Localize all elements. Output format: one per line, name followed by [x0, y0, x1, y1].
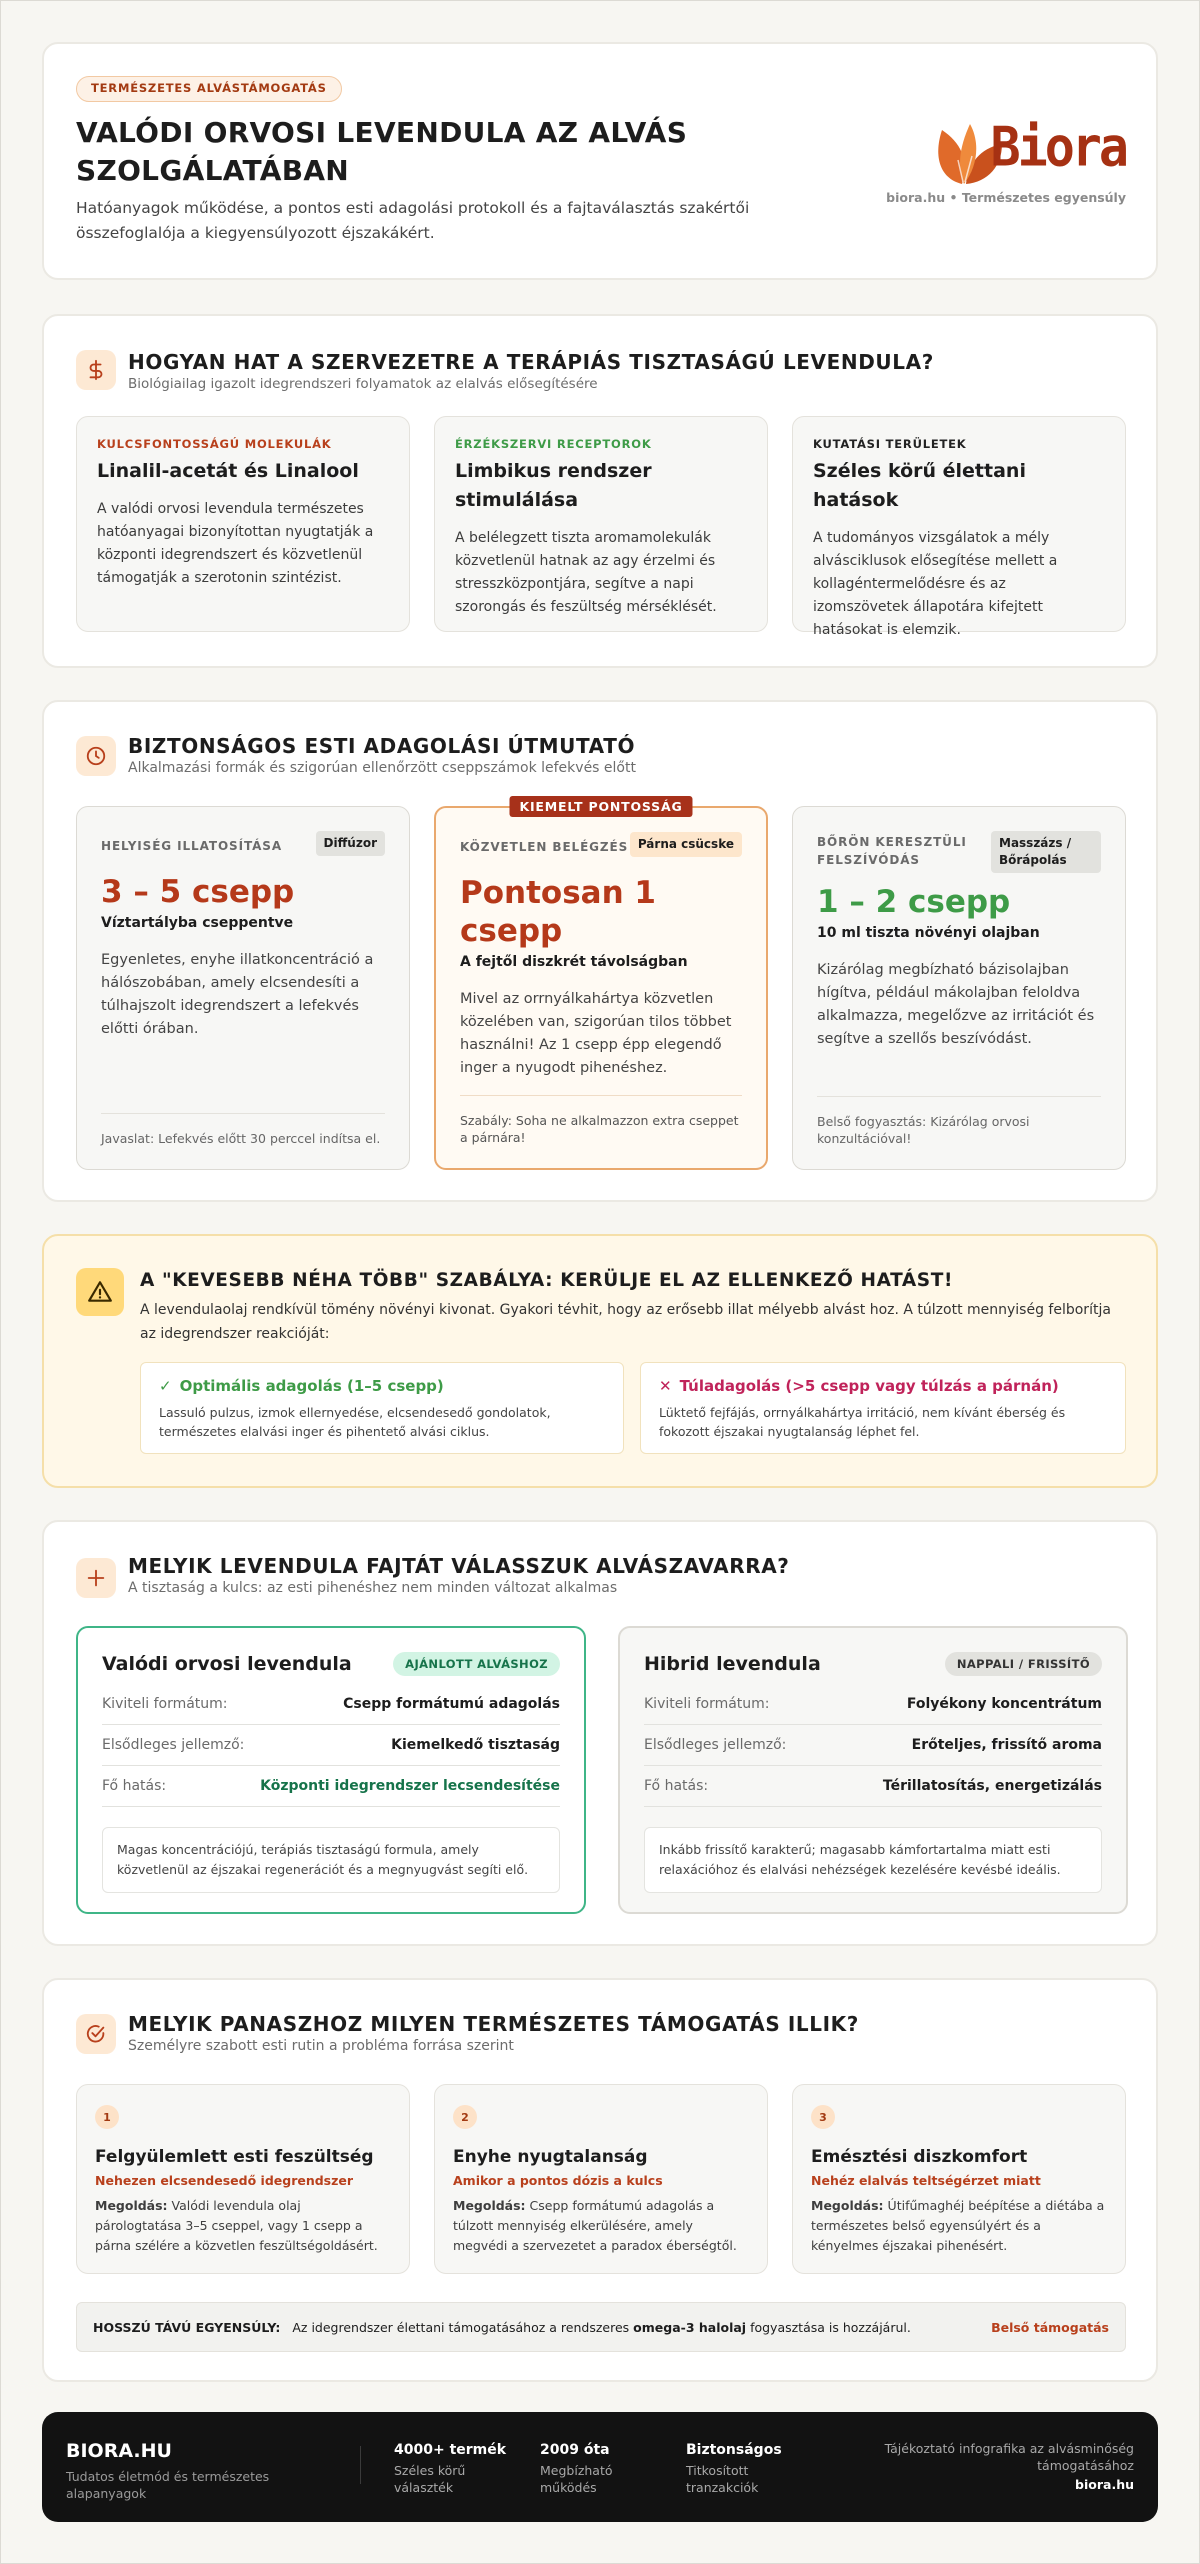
complaint-title: Enyhe nyugtalanság [453, 2147, 648, 2167]
footer-stat-products [394, 2442, 506, 2496]
footer-brand-subtitle: Tudatos életmód és természetes alapanyagok [66, 2469, 270, 2501]
dose-card-skin [792, 806, 1126, 1170]
info-card-molecules [76, 416, 410, 632]
logo-wordmark: Biora [990, 115, 1126, 179]
footer-note-text: Tájékoztató infografika az alvásminőség támogatásához [884, 2441, 1134, 2473]
overdose-title: Túladagolás (>5 csepp vagy túlzás a párnán) [679, 1377, 1059, 1395]
daytime-badge: NAPPALI / FRISSÍTŐ [945, 1652, 1102, 1676]
info-title: Széles körű élettani hatások [813, 460, 1026, 511]
warning-text: A levendulaolaj rendkívül tömény növényi kivonat. Gyakori tévhit, hogy az erősebb illat mélyebb alvást hoz. A túlzott mennyiség felborítja az idegrendszer reakcióját: [140, 1302, 1111, 1342]
dollar-icon [76, 350, 116, 390]
info-card-research [792, 416, 1126, 638]
footer-stat-since [540, 2442, 630, 2496]
section-subtitle: Biológiailag igazolt idegrendszeri folyamatok az elalvás elősegítésére [128, 376, 598, 392]
section-title: BIZTONSÁGOS ESTI ADAGOLÁSI ÚTMUTATÓ [128, 734, 636, 758]
internal-support-link[interactable]: Belső támogatás [991, 2319, 1109, 2335]
info-tag: ÉRZÉKSZERVI RECEPTOROK [455, 437, 652, 451]
info-title: Limbikus rendszer stimulálása [455, 460, 652, 511]
footer-site-link[interactable]: biora.hu [1075, 2477, 1134, 2492]
complaint-subtitle: Nehezen elcsendesedő idegrendszer [95, 2173, 354, 2188]
section-subtitle: Alkalmazási formák és szigorúan ellenőrzött cseppszámok lefekvés előtt [128, 760, 636, 776]
dose-chip: Masszázs / Bőrápolás [991, 831, 1101, 873]
footer-divider [360, 2446, 361, 2484]
row-value: Csepp formátumú adagolás [343, 1696, 560, 1712]
overdose-box [640, 1362, 1126, 1454]
stat-label: Megbízható működés [540, 2463, 613, 2495]
dose-unit: A fejtől diszkrét távolságban [460, 954, 688, 970]
dose-card-diffuser [76, 806, 410, 1170]
recommended-badge: AJÁNLOTT ALVÁSHOZ [393, 1652, 560, 1676]
footer-brand[interactable]: BIORA.HU [66, 2440, 172, 2462]
balance-label: HOSSZÚ TÁVÚ EGYENSÚLY: [93, 2319, 281, 2335]
variety-row [644, 1766, 1102, 1807]
solution-text: Valódi levendula olaj párologtatása 3–5 cseppel, vagy 1 csepp a párna szélére a közvetlen feszültségoldásért. [95, 2198, 378, 2253]
variety-title: Valódi orvosi levendula [102, 1653, 352, 1675]
optimal-dose-box [140, 1362, 624, 1454]
solution-text: Útifűmaghéj beépítése a diétába a természetes belső egyensúlyért és a kényelmes éjszakai pihenésért. [811, 2198, 1105, 2253]
dose-chip: Diffúzor [316, 831, 385, 856]
variety-card-true-lavender [76, 1626, 586, 1914]
warning-icon [76, 1268, 124, 1316]
highlight-flag: KIEMELT PONTOSSÁG [509, 796, 692, 817]
dose-chip: Párna csücske [630, 832, 742, 857]
variety-card-hybrid-lavender [618, 1626, 1128, 1914]
stat-value: 4000+ termék [394, 2442, 507, 2458]
dose-text: Kizárólag megbízható bázisolajban hígítva, például mákolajban feloldva alkalmazza, megelőzve az irritációt és segítve a szellős beszívódást. [817, 962, 1095, 1047]
variety-note: Inkább frissítő karakterű; magasabb kámfortartalma miatt esti relaxációhoz és elalvási nehézségek kezelésére kevésbé ideális. [644, 1827, 1102, 1893]
complaints-section [42, 1978, 1158, 2382]
step-number: 1 [95, 2105, 119, 2129]
footer-stat-secure [686, 2442, 786, 2496]
dose-footnote: Javaslat: Lefekvés előtt 30 perccel indítsa el. [101, 1113, 385, 1147]
row-value: Központi idegrendszer lecsendesítése [260, 1778, 560, 1794]
page-subtitle: Hatóanyagok működése, a pontos esti adagolási protokoll és a fajtaválasztás szakértői összefoglalója a kiegyensúlyozott éjszakákért. [76, 199, 750, 242]
page-title: VALÓDI ORVOSI LEVENDULA AZ ALVÁS SZOLGÁLATÁBAN [76, 116, 688, 187]
dose-amount: 3 – 5 csepp [101, 874, 295, 910]
section-title: HOGYAN HAT A SZERVEZETRE A TERÁPIÁS TISZTASÁGÚ LEVENDULA? [128, 350, 934, 374]
close-icon: ✕ [659, 1377, 672, 1395]
balance-text: Az idegrendszer élettani támogatásához a rendszeres omega-3 halolaj fogyasztása is hozzájárul. [292, 2319, 911, 2335]
row-key: Elsődleges jellemző: [644, 1737, 787, 1753]
complaint-subtitle: Nehéz elalvás teltségérzet miatt [811, 2173, 1041, 2188]
info-tag: KULCSFONTOSSÁGÚ MOLEKULÁK [97, 437, 332, 451]
info-text: A belélegzett tiszta aromamolekulák közvetlenül hatnak az agy érzelmi és stresszközpontjára, segítve a napi szorongás és feszültség mérséklését. [455, 530, 717, 615]
long-term-balance-bar [76, 2302, 1126, 2352]
dose-label: KÖZVETLEN BELÉGZÉS [460, 840, 629, 854]
row-key: Fő hatás: [102, 1778, 167, 1794]
section-title: MELYIK PANASZHOZ MILYEN TERMÉSZETES TÁMOGATÁS ILLIK? [128, 2012, 859, 2036]
info-title: Linalil-acetát és Linalool [97, 460, 359, 482]
section-title: MELYIK LEVENDULA FAJTÁT VÁLASSZUK ALVÁSZAVARRA? [128, 1554, 790, 1578]
dose-amount: Pontosan 1 csepp [460, 875, 657, 949]
dose-amount: 1 – 2 csepp [817, 884, 1011, 920]
info-text: A valódi orvosi levendula természetes hatóanyagai bizonyítottan nyugtatják a központi idegrendszert és közvetlenül támogatják a szerotonin szintézist. [97, 501, 374, 586]
dose-label: HELYISÉG ILLATOSÍTÁSA [101, 839, 283, 853]
stat-value: Biztonságos [686, 2442, 782, 2458]
dose-footnote: Belső fogyasztás: Kizárólag orvosi konzultációval! [817, 1096, 1101, 1147]
solution-label: Megoldás: [95, 2198, 168, 2213]
dose-unit: 10 ml tiszta növényi olajban [817, 925, 1040, 941]
variety-section [42, 1520, 1158, 1946]
biora-logo[interactable] [926, 116, 1126, 196]
variety-title: Hibrid levendula [644, 1653, 821, 1675]
solution-label: Megoldás: [811, 2198, 884, 2213]
complaint-card-digestion [792, 2084, 1126, 2274]
row-key: Kiviteli formátum: [102, 1696, 228, 1712]
check-circle-icon [76, 2014, 116, 2054]
row-value: Erőteljes, frissítő aroma [911, 1737, 1102, 1753]
complaint-title: Felgyülemlett esti feszültség [95, 2147, 374, 2167]
mechanism-section [42, 314, 1158, 668]
dose-text: Mivel az orrnyálkahártya közvetlen közelében van, szigorúan tilos többet használni! Az 1 csepp épp elegendő inger a nyugodt pihenéshez. [460, 991, 732, 1076]
clock-icon [76, 736, 116, 776]
step-number: 2 [453, 2105, 477, 2129]
dose-text: Egyenletes, enyhe illatkoncentráció a hálószobában, amely elcsendesíti a túlhajszolt idegrendszert a lefekvés előtti órában. [101, 952, 374, 1037]
dosage-section [42, 700, 1158, 1202]
step-number: 3 [811, 2105, 835, 2129]
footer-note [854, 2440, 1134, 2493]
dose-label: BŐRÖN KERESZTÜLI FELSZÍVÓDÁS [817, 835, 967, 867]
row-key: Elsődleges jellemző: [102, 1737, 245, 1753]
row-value: Kiemelkedő tisztaság [391, 1737, 560, 1753]
overdose-text: Lüktető fejfájás, orrnyálkahártya irritáció, nem kívánt éberség és fokozott éjszakai nyugtalanság léphet fel. [659, 1405, 1066, 1439]
stat-label: Titkosított tranzakciók [686, 2463, 759, 2495]
info-card-receptors [434, 416, 768, 632]
optimal-title: Optimális adagolás (1–5 csepp) [179, 1377, 444, 1395]
row-value: Térillatosítás, energetizálás [882, 1778, 1102, 1794]
complaint-title: Emésztési diszkomfort [811, 2147, 1028, 2167]
section-subtitle: Személyre szabott esti rutin a probléma forrása szerint [128, 2038, 514, 2054]
row-key: Kiviteli formátum: [644, 1696, 770, 1712]
dose-unit: Víztartályba cseppentve [101, 915, 294, 931]
check-icon: ✓ [159, 1377, 172, 1395]
stat-value: 2009 óta [540, 2442, 610, 2458]
dose-footnote: Szabály: Soha ne alkalmazzon extra cseppet a párnára! [460, 1095, 742, 1146]
complaint-card-tension [76, 2084, 410, 2274]
warning-title: A "KEVESEBB NÉHA TÖBB" SZABÁLYA: KERÜLJE EL AZ ELLENKEZŐ HATÁST! [140, 1270, 953, 1291]
info-text: A tudományos vizsgálatok a mély alvásciklusok elősegítése mellett a kollagéntermelődésre és az izomszövetek állapotára kifejtett hatásokat is elemzik. [813, 530, 1058, 638]
row-key: Fő hatás: [644, 1778, 709, 1794]
solution-label: Megoldás: [453, 2198, 526, 2213]
variety-note: Magas koncentrációjú, terápiás tisztaságú formula, amely közvetlenül az éjszakai regenerációt és a megnyugvást segíti elő. [102, 1827, 560, 1893]
complaint-card-restlessness [434, 2084, 768, 2274]
variety-row [644, 1684, 1102, 1725]
section-subtitle: A tisztaság a kulcs: az esti pihenéshez nem minden változat alkalmas [128, 1580, 618, 1596]
logo-tagline: biora.hu • Természetes egyensúly [886, 190, 1126, 205]
row-value: Folyékony koncentrátum [906, 1696, 1102, 1712]
footer [42, 2412, 1158, 2522]
solution-text: Csepp formátumú adagolás a túlzott mennyiség elkerülésére, amely megvédi a szervezetet a paradox éberségtől. [453, 2198, 737, 2253]
plus-icon [76, 1558, 116, 1598]
dose-card-inhalation [434, 799, 768, 1170]
variety-row [102, 1684, 560, 1725]
variety-row [102, 1725, 560, 1766]
optimal-text: Lassuló pulzus, izmok ellernyedése, elcsendesedő gondolatok, természetes elalvási inger és pihentető alvási ciklus. [159, 1405, 551, 1439]
variety-row [102, 1766, 560, 1807]
complaint-subtitle: Amikor a pontos dózis a kulcs [453, 2173, 663, 2188]
header-card [42, 42, 1158, 280]
info-tag: KUTATÁSI TERÜLETEK [813, 437, 967, 451]
warning-section [42, 1234, 1158, 1488]
stat-label: Széles körű választék [394, 2463, 466, 2495]
variety-row [644, 1725, 1102, 1766]
category-badge: TERMÉSZETES ALVÁSTÁMOGATÁS [76, 76, 342, 102]
